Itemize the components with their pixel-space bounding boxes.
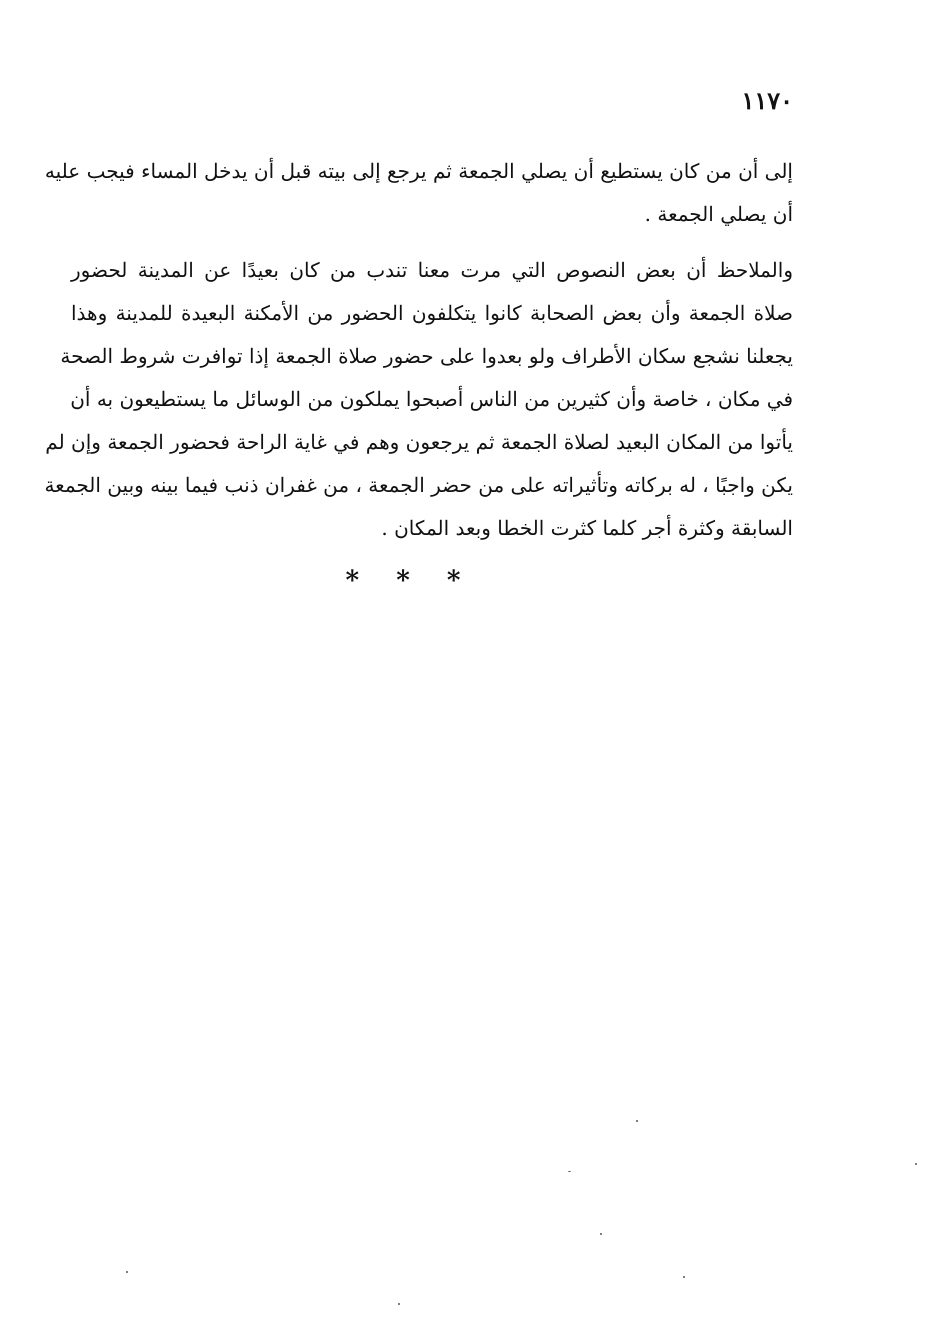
page-number: ١١٧٠ (741, 86, 793, 115)
text-line: يجعلنا نشجع سكان الأطراف ولو بعدوا على حضور صلاة الجمعة إذا توافرت شروط الصحة (60, 344, 793, 368)
scan-speck (398, 1303, 400, 1305)
scan-speck (636, 1120, 638, 1122)
paragraph-gap (71, 236, 793, 249)
text-line: والملاحظ أن بعض النصوص التي مرت معنا تندب من كان بعيدًا عن المدينة لحضور (71, 258, 793, 282)
text-line: أن يصلي الجمعة . (644, 202, 793, 226)
paragraph-2 (44, 249, 793, 550)
scan-speck (600, 1233, 602, 1235)
text-line: في مكان ، خاصة وأن كثيرين من الناس أصبحوا يملكون من الوسائل ما يستطيعون به أن (70, 387, 793, 411)
text-line: يكن واجبًا ، له بركاته وتأثيراته على من حضر الجمعة ، من غفران ذنب فيما بينه وبين الجمعة (44, 473, 793, 497)
scan-speck (126, 1271, 128, 1273)
text-line: إلى أن من كان يستطيع أن يصلي الجمعة ثم يرجع إلى بيته قبل أن يدخل المساء فيجب عليه (44, 159, 793, 183)
text-line: السابقة وكثرة أجر كلما كثرت الخطا وبعد المكان . (381, 516, 793, 540)
text-line: صلاة الجمعة وأن بعض الصحابة كانوا يتكلفون الحضور من الأمكنة البعيدة للمدينة وهذا (71, 301, 793, 325)
text-body (44, 150, 793, 550)
text-line: يأتوا من المكان البعيد لصلاة الجمعة ثم يرجعون وهم في غاية الراحة فحضور الجمعة وإن لم (45, 430, 793, 454)
scan-speck (915, 1163, 917, 1165)
scan-speck (568, 1171, 571, 1172)
paragraph-1 (44, 150, 793, 236)
section-separator: * * * (345, 566, 475, 596)
scan-speck (683, 1276, 685, 1278)
